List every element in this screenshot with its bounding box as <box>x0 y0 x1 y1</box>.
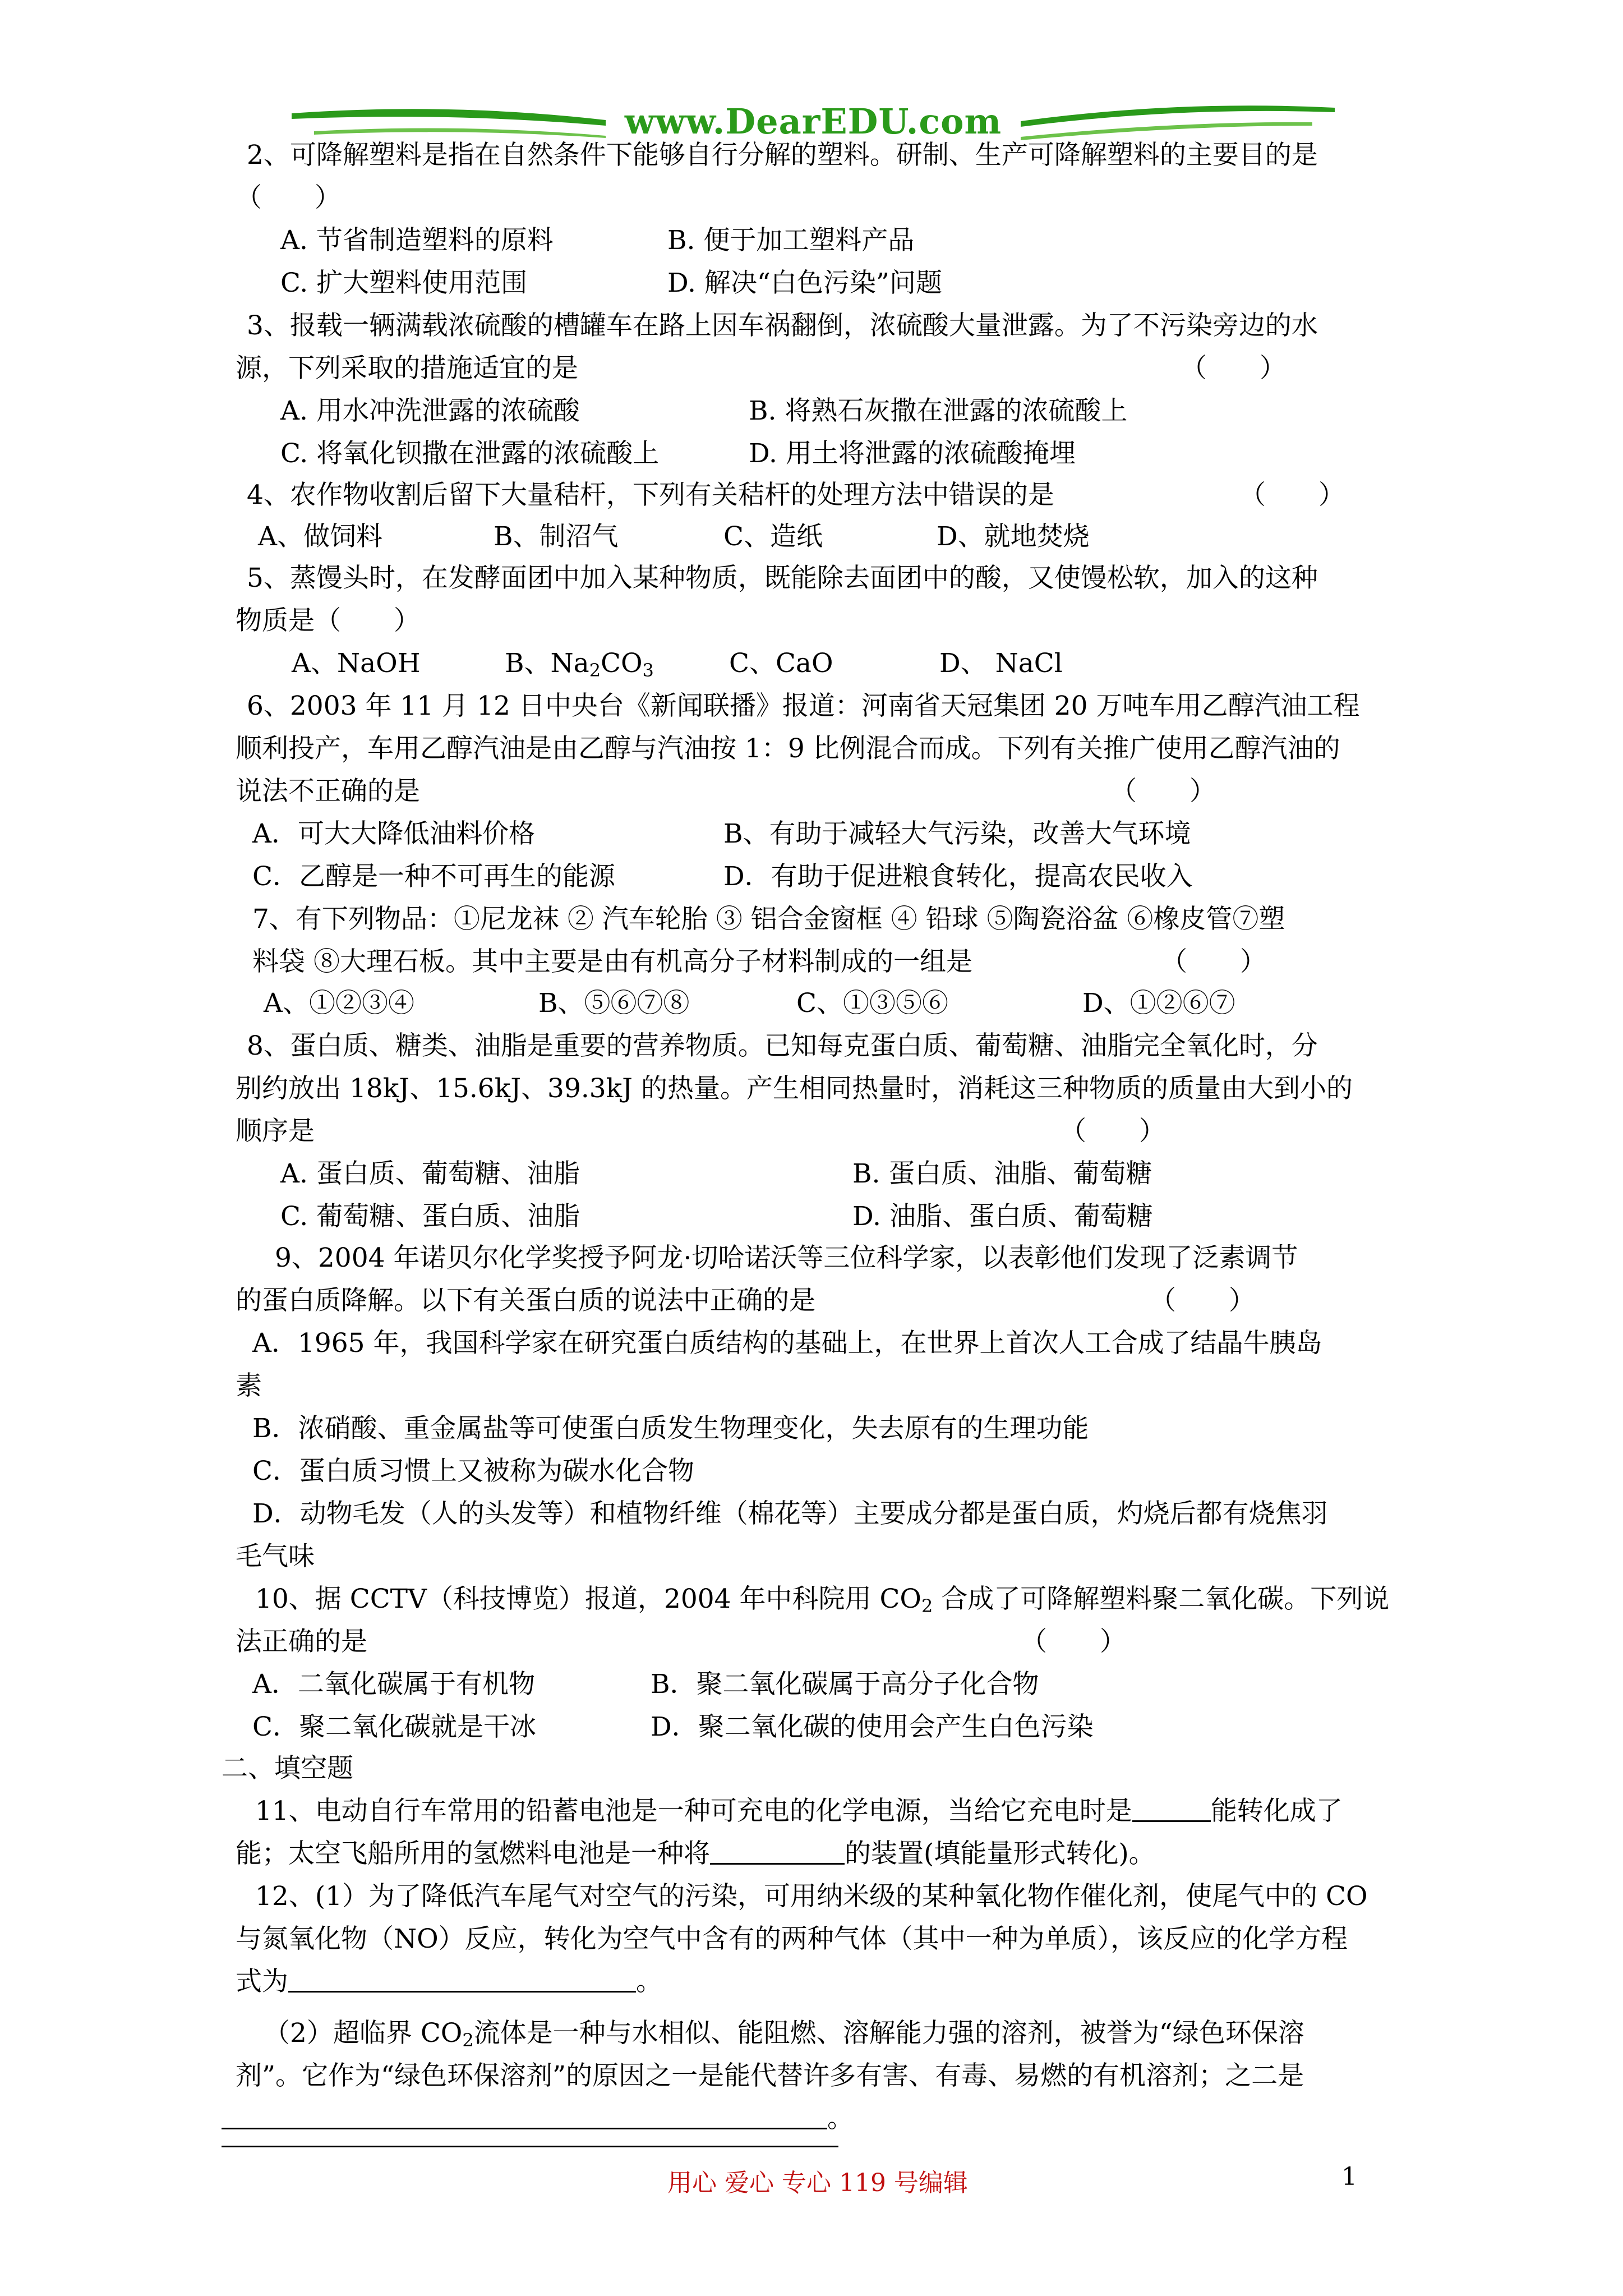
q2-option-a: A. 节省制造塑料的原料 <box>280 225 554 256</box>
q2-line1: 2、可降解塑料是指在自然条件下能够自行分解的塑料。研制、生产可降解塑料的主要目的是 <box>247 140 1318 171</box>
q7-line2: 料袋 ⑧大理石板。其中主要是由有机高分子材料制成的一组是 <box>252 946 972 977</box>
q8-line3: 顺序是 <box>236 1116 315 1147</box>
q6-line2: 顺利投产，车用乙醇汽油是由乙醇与汽油按 1：9 比例混合而成。下列有关推广使用乙醇汽油的 <box>236 733 1340 764</box>
q5-option-a: A、NaOH <box>292 648 421 679</box>
q3-option-d: D. 用土将泄露的浓硫酸掩埋 <box>749 438 1076 469</box>
q6-option-c: C．乙醇是一种不可再生的能源 <box>252 861 615 892</box>
q2-answer-paren: （ ） <box>236 182 341 213</box>
q10-line2: 法正确的是 <box>236 1626 367 1657</box>
q3-option-a: A. 用水冲洗泄露的浓硫酸 <box>280 395 580 426</box>
q3-line2: 源，下列采取的措施适宜的是 <box>236 353 578 384</box>
q10-option-d: D．聚二氧化碳的使用会产生白色污染 <box>651 1711 1094 1742</box>
q10-option-c: C．聚二氧化碳就是干冰 <box>252 1711 536 1742</box>
q7-option-b: B、⑤⑥⑦⑧ <box>538 988 690 1019</box>
q9-option-a-line1: A．1965 年，我国科学家在研究蛋白质结构的基础上，在世界上首次人工合成了结晶牛胰岛 <box>252 1328 1322 1359</box>
q7-option-c: C、①③⑤⑥ <box>796 988 948 1019</box>
site-logo-text: www.DearEDU.com <box>624 101 1002 142</box>
q9-answer-paren: （ ） <box>1150 1285 1255 1316</box>
q8-option-d: D. 油脂、蛋白质、葡萄糖 <box>852 1201 1153 1232</box>
q12-part2-line2: 剂”。它作为“绿色环保溶剂”的原因之一是能代替许多有害、有毒、易燃的有机溶剂；之二是 <box>236 2060 1304 2091</box>
q8-line2: 别约放出 18kJ、15.6kJ、39.3kJ 的热量。产生相同热量时，消耗这三种物质的质量由大到小的 <box>236 1073 1353 1104</box>
q8-line1: 8、蛋白质、糖类、油脂是重要的营养物质。已知每克蛋白质、葡萄糖、油脂完全氧化时，分 <box>247 1030 1318 1061</box>
page-number: 1 <box>1341 2162 1357 2191</box>
q10-option-a: A．二氧化碳属于有机物 <box>252 1669 535 1700</box>
q6-answer-paren: （ ） <box>1110 776 1216 807</box>
q12-line3: 式为 。 <box>236 1966 662 1997</box>
q12-line2: 与氮氧化物（NO）反应，转化为空气中含有的两种气体（其中一种为单质），该反应的化学方程 <box>236 1924 1348 1954</box>
q10-option-b: B．聚二氧化碳属于高分子化合物 <box>651 1669 1039 1700</box>
footer-divider <box>222 2146 838 2147</box>
q8-option-a: A. 蛋白质、葡萄糖、油脂 <box>280 1158 580 1189</box>
q12-line1: 12、(1）为了降低汽车尾气对空气的污染，可用纳米级的某种氧化物作催化剂，使尾气中的 CO <box>255 1881 1368 1912</box>
q11-line1: 11、电动自行车常用的铅蓄电池是一种可充电的化学电源，当给它充电时是 能转化成了 <box>255 1796 1343 1826</box>
q9-option-d-line2: 毛气味 <box>236 1541 315 1572</box>
q4-option-a: A、做饲料 <box>258 521 382 552</box>
q11-blank-1[interactable] <box>1132 1798 1211 1822</box>
q3-option-b: B. 将熟石灰撒在泄露的浓硫酸上 <box>749 395 1128 426</box>
q3-option-c: C. 将氧化钡撒在泄露的浓硫酸上 <box>280 438 660 469</box>
section-heading: 二、填空题 <box>222 1753 353 1784</box>
q5-line2: 物质是（ ） <box>236 605 420 636</box>
q7-option-a: A、①②③④ <box>264 988 414 1019</box>
q4-answer-paren: （ ） <box>1239 480 1345 510</box>
q4-line1: 4、农作物收割后留下大量秸杆，下列有关秸杆的处理方法中错误的是 <box>247 480 1054 510</box>
q4-option-d: D、就地焚烧 <box>937 521 1090 552</box>
q9-line1: 9、2004 年诺贝尔化学奖授予阿龙·切哈诺沃等三位科学家，以表彰他们发现了泛素调节 <box>275 1243 1298 1273</box>
q12-blank-1[interactable] <box>288 1968 636 1993</box>
q2-option-c: C. 扩大塑料使用范围 <box>280 268 528 298</box>
q12-blank-2[interactable] <box>222 2105 827 2129</box>
q12-part2-line1: （2）超临界 $CO_2$流体是一种与水相似、能阻燃、溶解能力强的溶剂，被誉为“绿色环保溶 <box>264 2018 1304 2051</box>
q7-option-d: D、①②⑥⑦ <box>1082 988 1235 1019</box>
q9-option-c: C．蛋白质习惯上又被称为碳水化合物 <box>252 1456 694 1487</box>
q6-option-a: A．可大大降低油料价格 <box>252 818 535 849</box>
q9-option-a-line2: 素 <box>236 1370 262 1401</box>
q6-option-b: B、有助于减轻大气污染，改善大气环境 <box>723 818 1191 849</box>
q5-option-d: D、 NaCl <box>939 648 1063 679</box>
q10-line1: 10、据 CCTV（科技博览）报道，2004 年中科院用 $CO_2$ 合成了可降解塑料聚二氧化碳。下列说 <box>255 1584 1390 1617</box>
footer-text: 用心 爱心 专心 119 号编辑 <box>667 2169 968 2197</box>
q9-option-d-line1: D．动物毛发（人的头发等）和植物纤维（棉花等）主要成分都是蛋白质，灼烧后都有烧焦羽 <box>252 1498 1328 1529</box>
q7-line1: 7、有下列物品：①尼龙袜 ② 汽车轮胎 ③ 铝合金窗框 ④ 铅球 ⑤陶瓷浴盆 ⑥橡皮管⑦塑 <box>252 904 1285 935</box>
q8-option-b: B. 蛋白质、油脂、葡萄糖 <box>852 1158 1152 1189</box>
q7-answer-paren: （ ） <box>1161 946 1266 977</box>
q6-line1: 6、2003 年 11 月 12 日中央台《新闻联播》报道：河南省天冠集团 20 万吨车用乙醇汽油工程 <box>247 691 1360 721</box>
q6-option-d: D．有助于促进粮食转化，提高农民收入 <box>723 861 1193 892</box>
q5-option-b: B、$Na_2CO_3$ <box>505 648 654 681</box>
q6-line3: 说法不正确的是 <box>236 776 420 807</box>
q3-line1: 3、报载一辆满载浓硫酸的槽罐车在路上因车祸翻倒，浓硫酸大量泄露。为了不污染旁边的水 <box>247 310 1318 341</box>
q11-blank-2[interactable] <box>710 1841 845 1865</box>
q8-option-c: C. 葡萄糖、蛋白质、油脂 <box>280 1201 580 1232</box>
q5-line1: 5、蒸馒头时，在发酵面团中加入某种物质，既能除去面团中的酸，又使馒松软，加入的这种 <box>247 563 1318 593</box>
q9-line2: 的蛋白质降解。以下有关蛋白质的说法中正确的是 <box>236 1285 815 1316</box>
q2-option-b: B. 便于加工塑料产品 <box>667 225 915 256</box>
q4-option-b: B、制沼气 <box>494 521 619 552</box>
q9-option-b: B．浓硝酸、重金属盐等可使蛋白质发生物理变化，失去原有的生理功能 <box>252 1413 1089 1444</box>
q10-answer-paren: （ ） <box>1021 1626 1126 1657</box>
q2-option-d: D. 解决“白色污染”问题 <box>667 268 942 298</box>
q5-option-c: C、CaO <box>729 648 833 679</box>
q8-answer-paren: （ ） <box>1060 1116 1165 1147</box>
q3-answer-paren: （ ） <box>1181 353 1286 384</box>
q12-part2-line3: 。 <box>222 2101 854 2136</box>
q11-line2: 能；太空飞船所用的氢燃料电池是一种将 的装置(填能量形式转化)。 <box>236 1838 1155 1869</box>
q4-option-c: C、造纸 <box>723 521 823 552</box>
